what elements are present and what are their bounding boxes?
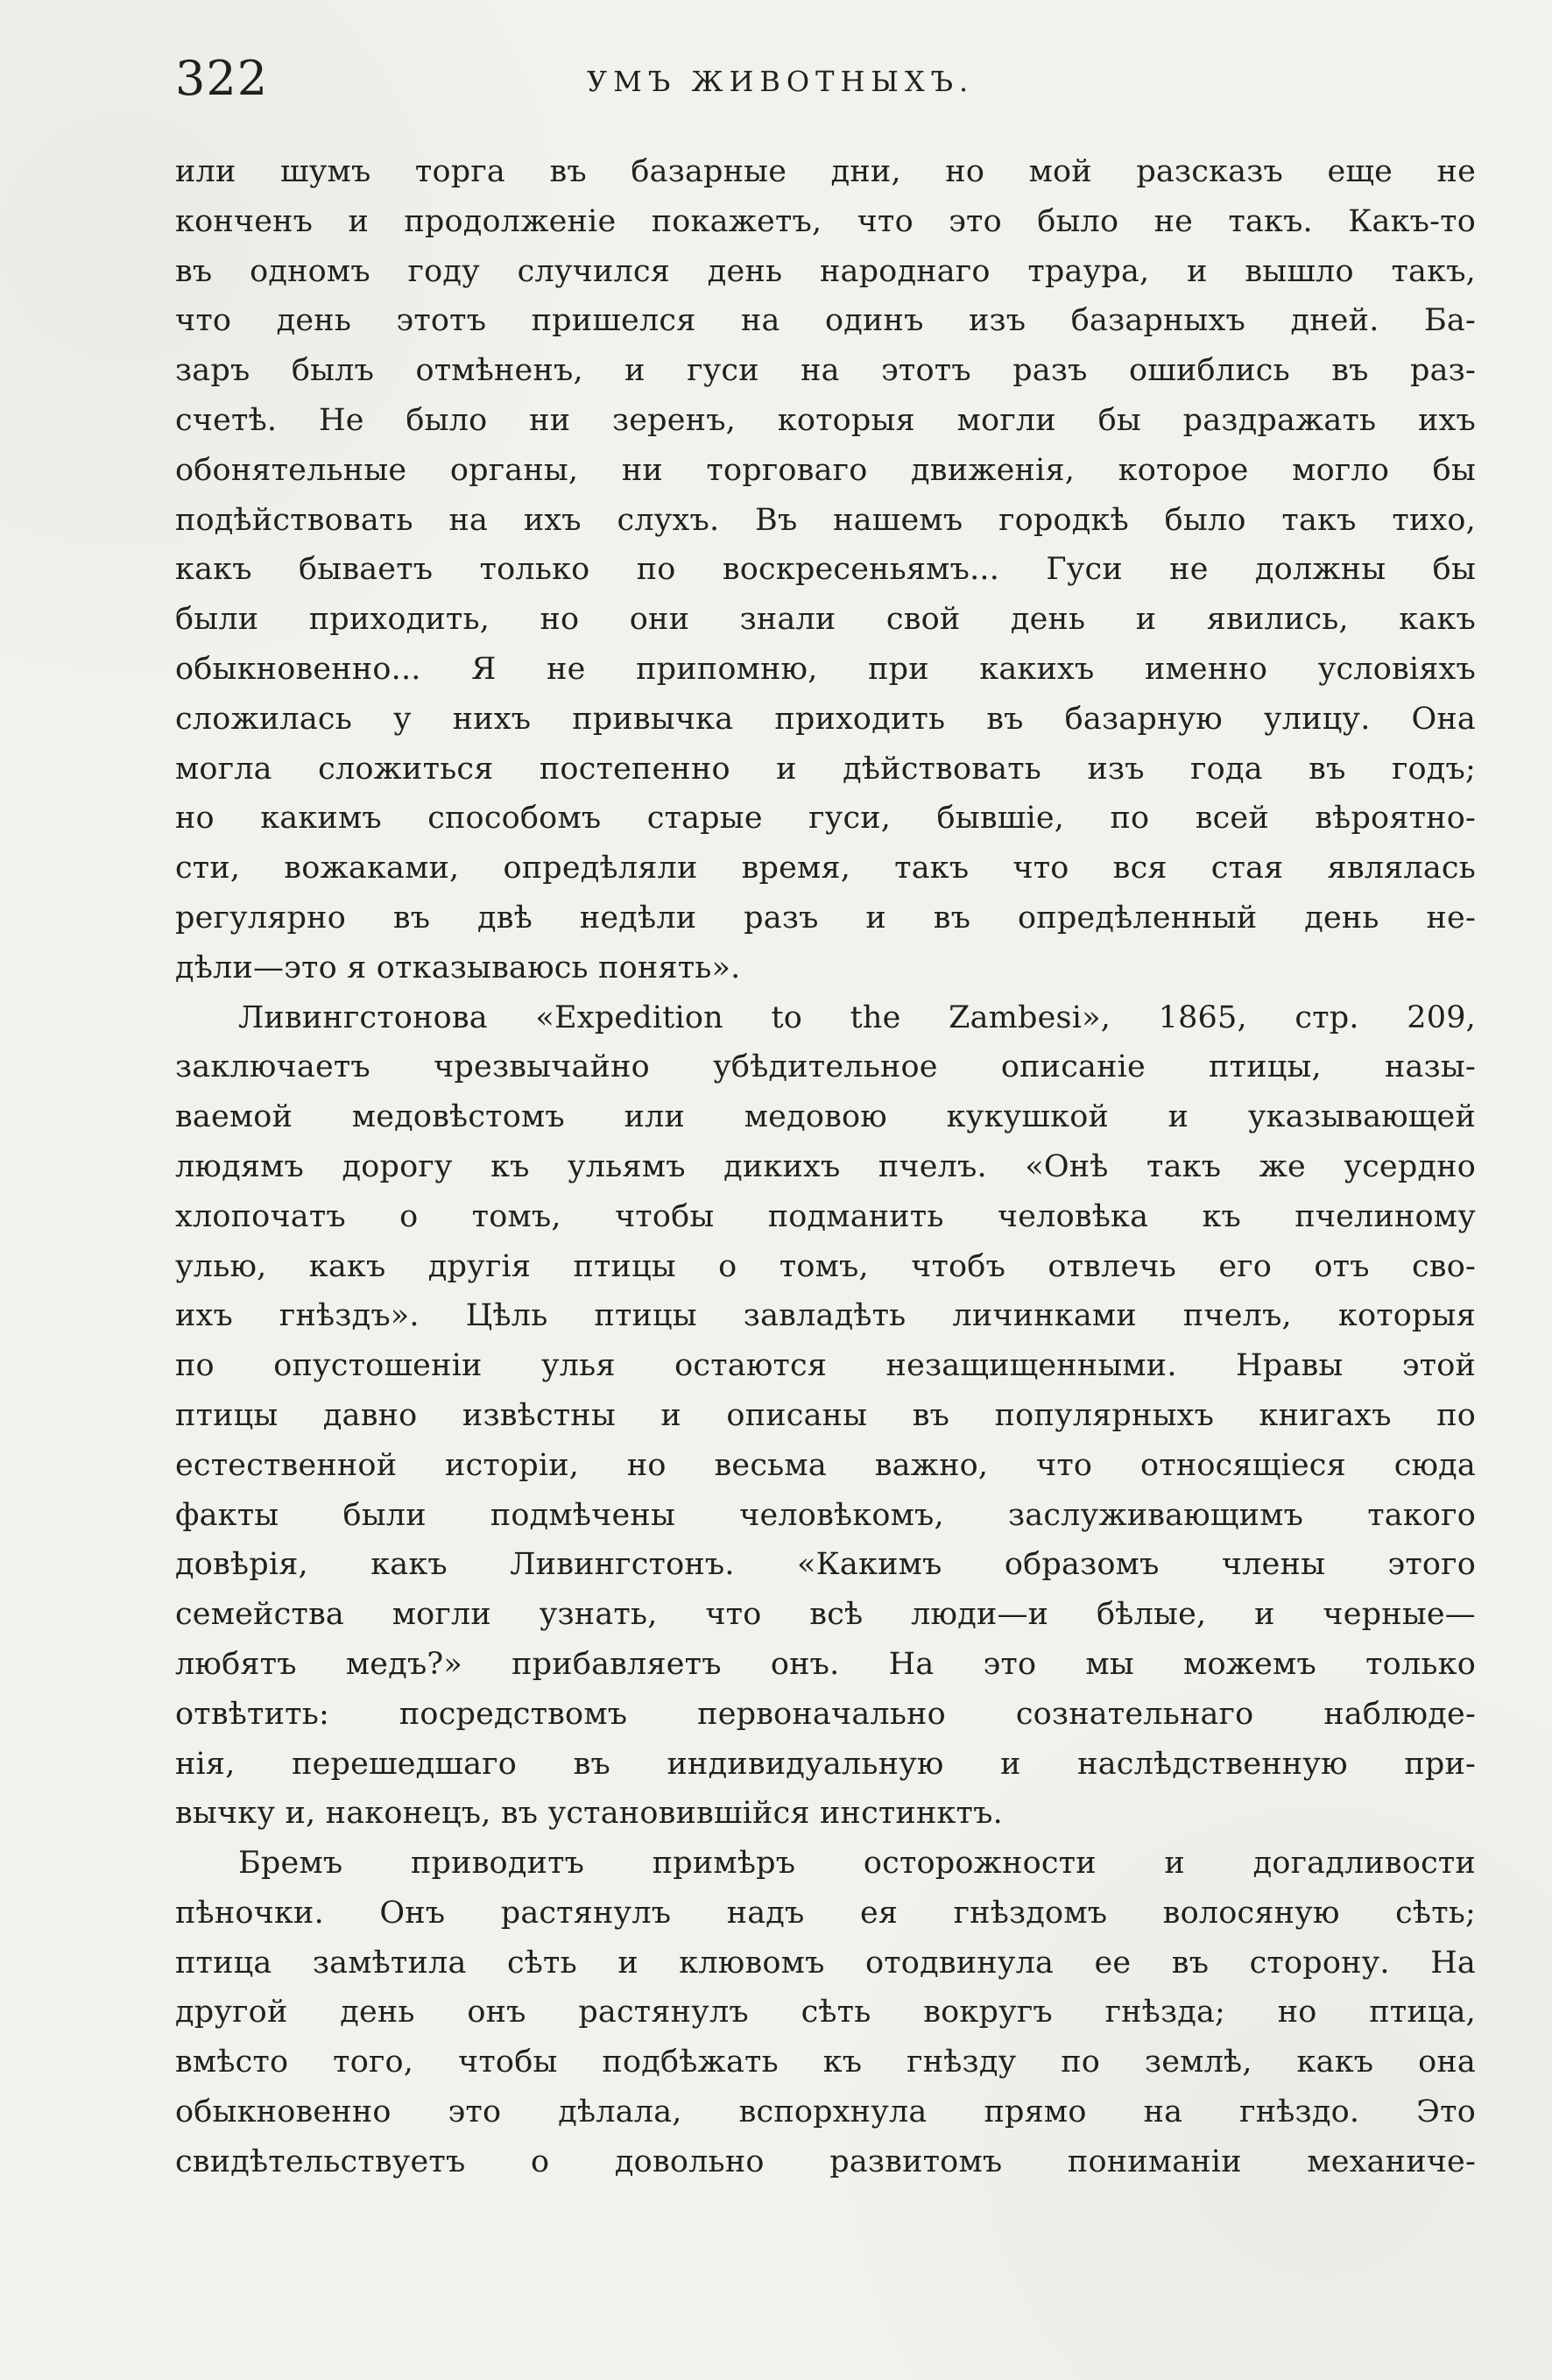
text-line: отвѣтить: посредствомъ первоначально сознательнаго наблюде- <box>175 1696 1476 1732</box>
text-line: обыкновенно это дѣлала, вспорхнула прямо на гнѣздо. Это <box>175 2094 1476 2130</box>
text-line: факты были подмѣчены человѣкомъ, заслуживающимъ такого <box>175 1497 1476 1533</box>
text-line: любятъ медъ?» прибавляетъ онъ. На это мы можемъ только <box>175 1646 1476 1682</box>
text-line: сти, вожаками, опредѣляли время, такъ что вся стая являлась <box>175 851 1476 886</box>
text-line: пѣночки. Онъ растянулъ надъ ея гнѣздомъ волосяную сѣть; <box>175 1895 1476 1931</box>
text-line: могла сложиться постепенно и дѣйствовать изъ года въ годъ; <box>175 751 1476 787</box>
paragraph-end-line: вычку и, наконецъ, въ установившійся инстинктъ. <box>175 1796 1003 1832</box>
text-line: вмѣсто того, чтобы подбѣжать къ гнѣзду по землѣ, какъ она <box>175 2045 1476 2080</box>
text-line: другой день онъ растянулъ сѣть вокругъ гнѣзда; но птица, <box>175 1995 1476 2030</box>
text-line: естественной исторіи, но весьма важно, что относящіеся сюда <box>175 1447 1476 1483</box>
text-line: конченъ и продолженіе покажетъ, что это было не такъ. Какъ-то <box>175 203 1476 239</box>
text-line: были приходить, но они знали свой день и явились, какъ <box>175 602 1476 638</box>
text-line: людямъ дорогу къ ульямъ дикихъ пчелъ. «Онѣ такъ же усердно <box>175 1148 1476 1184</box>
text-line: заключаетъ чрезвычайно убѣдительное описаніе птицы, назы- <box>175 1049 1476 1085</box>
text-line: подѣйствовать на ихъ слухъ. Въ нашемъ городкѣ было такъ тихо, <box>175 502 1476 538</box>
text-line: заръ былъ отмѣненъ, и гуси на этотъ разъ ошиблись въ раз- <box>175 353 1476 389</box>
page-body-text <box>175 147 1476 2187</box>
text-line: улью, какъ другія птицы о томъ, чтобъ отвлечь его отъ сво- <box>175 1248 1476 1284</box>
text-line: птица замѣтила сѣть и клювомъ отодвинула ее въ сторону. На <box>175 1945 1476 1981</box>
paragraph-start-line: Бремъ приводитъ примѣръ осторожности и догадливости <box>238 1846 1476 1882</box>
running-title: УМЪ ЖИВОТНЫХЪ. <box>587 65 975 98</box>
text-line: семейства могли узнать, что всѣ люди—и бѣлые, и черные— <box>175 1597 1476 1633</box>
text-line: по опустошеніи улья остаются незащищенными. Нравы этой <box>175 1348 1476 1384</box>
text-line: регулярно въ двѣ недѣли разъ и въ опредѣленный день не- <box>175 900 1476 936</box>
paragraph-start-line: Ливингстонова «Expedition to the Zambesi», 1865, стр. 209, <box>238 999 1476 1035</box>
page-number: 322 <box>175 51 269 106</box>
text-line: счетѣ. Не было ни зеренъ, которыя могли бы раздражать ихъ <box>175 402 1476 438</box>
text-line: ваемой медовѣстомъ или медовою кукушкой и указывающей <box>175 1099 1476 1135</box>
text-line: хлопочатъ о томъ, чтобы подманить человѣка къ пчелиному <box>175 1198 1476 1234</box>
text-line: что день этотъ пришелся на одинъ изъ базарныхъ дней. Ба- <box>175 303 1476 339</box>
text-line: обыкновенно... Я не припомню, при какихъ именно условіяхъ <box>175 651 1476 687</box>
text-line: но какимъ способомъ старые гуси, бывшіе, по всей вѣроятно- <box>175 801 1476 837</box>
text-line: свидѣтельствуетъ о довольно развитомъ пониманіи механиче- <box>175 2143 1476 2179</box>
text-line: ихъ гнѣздъ». Цѣль птицы завладѣть личинками пчелъ, которыя <box>175 1298 1476 1334</box>
text-line: или шумъ торга въ базарные дни, но мой разсказъ еще не <box>175 154 1476 189</box>
text-line: птицы давно извѣстны и описаны въ популярныхъ книгахъ по <box>175 1397 1476 1433</box>
text-line: нія, перешедшаго въ индивидуальную и наслѣдственную при- <box>175 1746 1476 1782</box>
text-line: какъ бываетъ только по воскресеньямъ... Гуси не должны бы <box>175 552 1476 588</box>
text-line: обонятельные органы, ни торговаго движенія, которое могло бы <box>175 452 1476 488</box>
page-header <box>175 48 1471 109</box>
paragraph-end-line: дѣли—это я отказываюсь понять». <box>175 950 741 985</box>
text-line: сложилась у нихъ привычка приходить въ базарную улицу. Она <box>175 701 1476 737</box>
text-line: довѣрія, какъ Ливингстонъ. «Какимъ образомъ члены этого <box>175 1547 1476 1583</box>
text-line: въ одномъ году случился день народнаго траура, и вышло такъ, <box>175 253 1476 289</box>
